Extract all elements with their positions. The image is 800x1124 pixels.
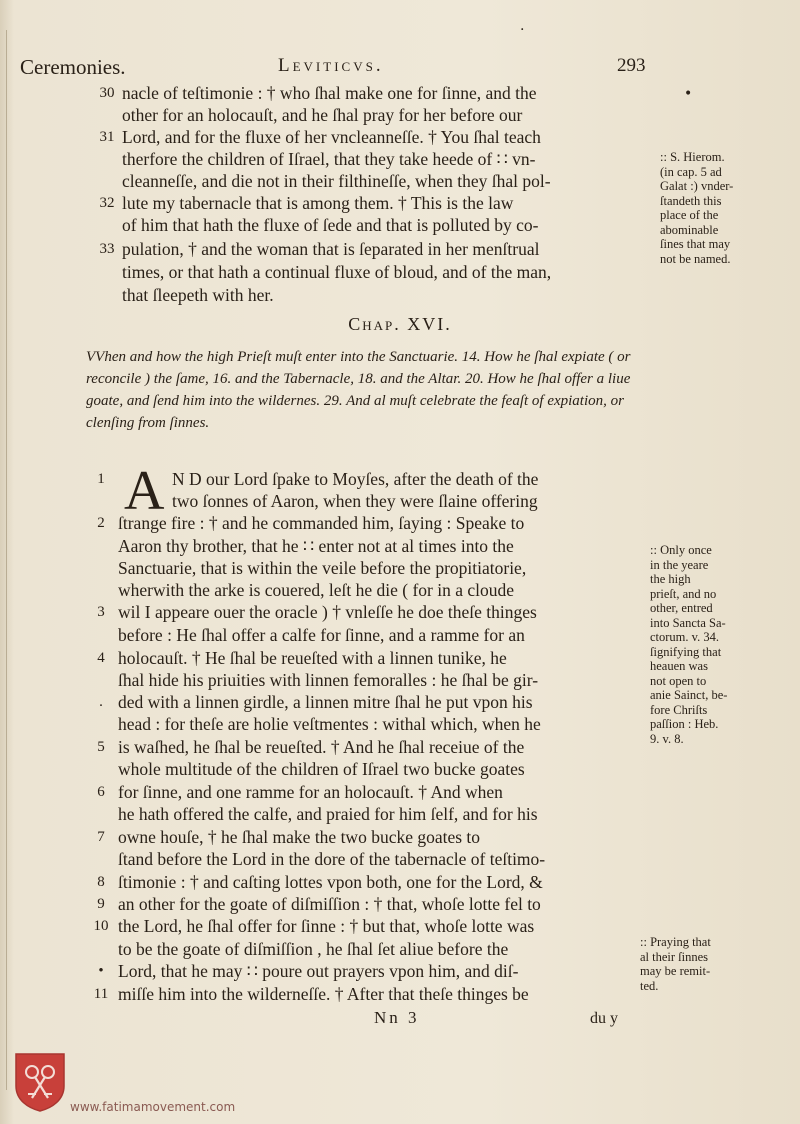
line-text: ſtand before the Lord in the dore of the tabernacle of teſtimo- (118, 849, 546, 869)
margin-note-line: al their ſinnes (640, 949, 709, 964)
line-text: holocauſt. † He ſhal be reueſted with a linnen tunike, he (118, 648, 507, 668)
line-text: lute my tabernacle that is among them. † This is the law (122, 193, 514, 213)
margin-note-high-priest (650, 543, 727, 746)
catchword: du y (590, 1010, 618, 1027)
margin-note-line: prieſt, and no (650, 586, 717, 601)
verse-number: 32 (99, 195, 115, 211)
verse-number: 33 (99, 241, 115, 257)
line-text: therfore the children of Iſrael, that they take heede of ∷ vn- (122, 149, 536, 169)
verse-number: • (98, 963, 104, 979)
verse-number: 30 (99, 85, 115, 101)
verse-number: . (99, 694, 103, 710)
text-line (0, 490, 800, 512)
margin-note-line: ſines that may (660, 237, 731, 251)
margin-note-line: not be named. (660, 251, 731, 266)
margin-note-line: ted. (640, 978, 659, 993)
line-text: of him that hath the fluxe of ſede and that is polluted by co- (122, 215, 539, 235)
line-text: miſſe him into the wilderneſſe. † After that theſe thinges be (118, 984, 529, 1004)
margin-note-praying (640, 935, 711, 993)
line-text: ded with a linnen girdle, a linnen mitre ſhal he put vpon his (118, 692, 533, 712)
text-line (0, 848, 800, 870)
line-text: other for an holocauſt, and he ſhal pray for her before our (122, 105, 523, 125)
line-text: ſhal hide his priuities with linnen femoralles : he ſhal be gir- (118, 670, 539, 690)
text-line (0, 284, 800, 306)
verse-number: 31 (99, 129, 115, 145)
line-text: cleanneſſe, and die not in their filthineſſe, when they ſhal pol- (122, 171, 551, 191)
header-book-title: Leviticvs. (278, 55, 384, 76)
verse-number: 10 (93, 918, 109, 934)
top-dot-mark: . (520, 18, 525, 34)
verse-number: 9 (97, 896, 105, 912)
verse-number: 6 (97, 784, 105, 800)
margin-note-line: heauen was (650, 659, 708, 673)
line-text: before : He ſhal offer a calfe for ſinne, and a ramme for an (118, 625, 525, 645)
text-line (0, 512, 800, 534)
line-text: Lord, and for the fluxe of her vncleanneſſe. † You ſhal teach (122, 127, 541, 147)
line-text: wil I appeare ouer the oracle ) † vnleſſe he doe theſe thinges (118, 602, 537, 622)
margin-note-line: :: S. Hierom. (660, 150, 725, 164)
text-line (0, 781, 800, 803)
margin-note-line: anie Sainct, be- (650, 688, 728, 702)
line-text: two ſonnes of Aaron, when they were ſlaine offering (172, 491, 538, 511)
text-line (0, 468, 800, 490)
margin-note-line: paſſion : Heb. (650, 717, 719, 731)
footer-website-link[interactable]: www.fatimamovement.com (70, 1100, 236, 1114)
margin-note-line: in the yeare (650, 557, 709, 572)
line-text: ſtrange fire : † and he commanded him, ſaying : Speake to (118, 513, 525, 533)
header-section-title: Ceremonies. (20, 55, 126, 79)
line-text: head : for theſe are holie veſtmentes : withal which, when he (118, 714, 541, 734)
line-text: times, or that hath a continual fluxe of bloud, and of the man, (122, 262, 552, 282)
margin-note-line: place of the (660, 208, 719, 222)
drop-cap: A (124, 460, 165, 522)
header-page-number: 293 (617, 55, 646, 76)
line-text: owne houſe, † he ſhal make the two bucke goates to (118, 827, 481, 847)
verse-number: 5 (97, 739, 105, 755)
text-line (0, 893, 800, 915)
verse-number: 3 (97, 604, 105, 620)
margin-note-line: may be remit- (640, 964, 711, 978)
verse-number: 2 (97, 515, 105, 531)
line-text: pulation, † and the woman that is ſeparated in her menſtrual (122, 239, 540, 259)
margin-note-line: not open to (650, 673, 707, 688)
line-text: is waſhed, he ſhal be reueſted. † And he ſhal receiue of the (118, 737, 525, 757)
right-dot-mark: • (684, 86, 693, 102)
line-text: to be the goate of diſmiſſion , he ſhal ſet aliue before the (118, 939, 509, 959)
margin-note-line: fore Chriſts (650, 702, 708, 717)
line-text: whole multitude of the children of Iſrael two bucke goates (118, 759, 525, 779)
line-text: that ſleepeth with her. (122, 285, 274, 305)
text-line (0, 871, 800, 893)
running-header (0, 55, 800, 85)
margin-note-line: :: Praying that (640, 935, 711, 949)
line-text: wherwith the arke is couered, leſt he die ( for in a cloude (118, 580, 515, 600)
printer-signature-mark: Nn 3 (374, 1008, 420, 1027)
text-line (0, 915, 800, 937)
margin-note-line: (in cap. 5 ad (660, 164, 722, 179)
line-text: Lord, that he may ∷ poure out prayers vpon him, and diſ- (118, 961, 519, 981)
papal-keys-logo-icon (14, 1052, 66, 1112)
chapter-title: Chap. XVI. (348, 314, 452, 334)
margin-note-line: other, entred (650, 601, 713, 615)
line-text: Sanctuarie, that is within the veile before the propitiatorie, (118, 558, 527, 578)
margin-note-line: abominable (660, 222, 719, 237)
line-text: the Lord, he ſhal offer for ſinne : † but that, whoſe lotte was (118, 916, 535, 936)
verse-number: 7 (97, 829, 105, 845)
margin-note-line: 9. v. 8. (650, 731, 684, 746)
line-text: he hath offered the calfe, and praied for him ſelf, and for his (118, 804, 538, 824)
margin-note-line: ſtandeth this (660, 193, 722, 208)
line-text: N D our Lord ſpake to Moyſes, after the death of the (172, 469, 539, 489)
margin-note-line: :: Only once (650, 543, 712, 557)
verse-number: 11 (93, 986, 109, 1002)
text-line (0, 758, 800, 780)
margin-note-line: into Sancta Sa- (650, 615, 726, 630)
text-line (0, 803, 800, 825)
text-line (0, 826, 800, 848)
text-line (0, 82, 800, 104)
line-text: Aaron thy brother, that he ∷ enter not at al times into the (118, 536, 514, 556)
margin-note-hierom (660, 150, 733, 266)
verse-number: 4 (97, 650, 105, 666)
line-text: ſtimonie : † and caſting lottes vpon both, one for the Lord, & (118, 872, 543, 892)
margin-note-line: ctorum. v. 34. (650, 630, 719, 644)
margin-note-line: ſignifying that (650, 644, 722, 659)
line-text: for ſinne, and one ramme for an holocauſt. † And when (118, 782, 503, 802)
margin-note-line: the high (650, 572, 691, 586)
chapter-summary: VVhen and how the high Prieſt muſt enter into the Sanctuarie. 14. How he ſhal expiate ( or reconcile ) the ſame, 16. and the Tabernacle, 18. and the Altar. 20. How he ſhal offer a liue goate, and ſend him into the wildernes. 29. And al muſt celebrate the feaſt of expiation, or clenſing from ſinnes. (86, 349, 631, 431)
text-line (0, 104, 800, 126)
verse-number: 1 (97, 471, 105, 487)
margin-note-line: Galat :) vnder- (660, 179, 734, 193)
text-line (0, 126, 800, 148)
line-text: nacle of teſtimonie : † who ſhal make one for ſinne, and the (122, 83, 537, 103)
line-text: an other for the goate of diſmiſſion : † that, whoſe lotte fel to (118, 894, 541, 914)
verse-number: 8 (97, 874, 105, 890)
